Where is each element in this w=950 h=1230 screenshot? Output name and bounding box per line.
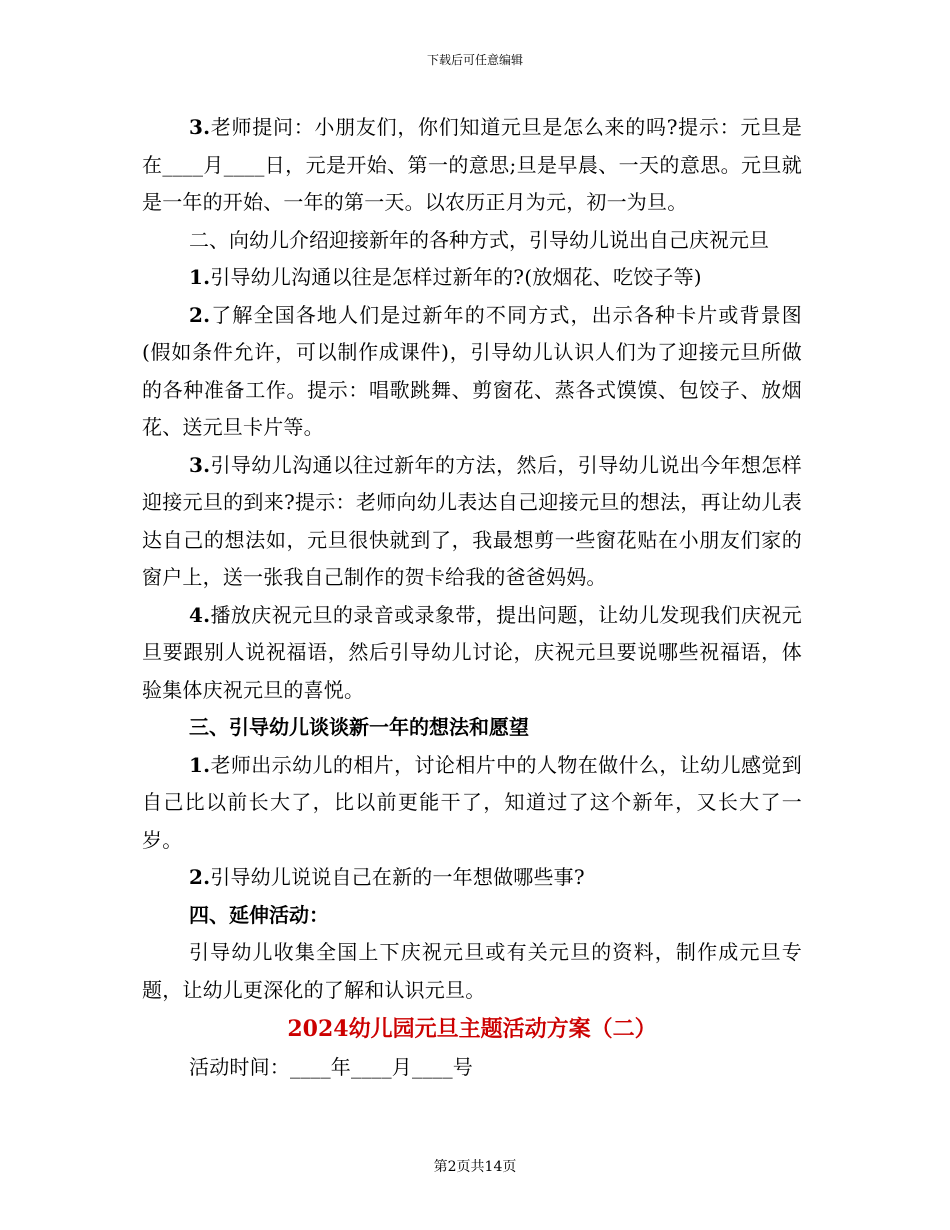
document-body — [142, 109, 802, 1087]
paragraph-text: 了解全国各地人们是过新年的不同方式，出示各种卡片或背景图(假如条件允许，可以制作成课件)，引导幼儿认识人们为了迎接元旦所做的各种准备工作。提示：唱歌跳舞、剪窗花、蒸各式馍馍、包饺子、放烟花、送元旦卡片等。 — [142, 302, 802, 439]
paragraph-number: 3. — [189, 115, 211, 139]
paragraph-number: 4. — [189, 602, 211, 627]
paragraph-2-2 — [142, 297, 802, 447]
paragraph-number: 2. — [189, 302, 211, 327]
paragraph-2-3 — [142, 447, 802, 597]
page-header: 下载后可任意编辑 — [426, 53, 523, 67]
section-heading-4: 四、延伸活动： — [189, 902, 329, 927]
paragraph-text: 引导幼儿沟通以往是怎样过新年的?(放烟花、吃饺子等) — [210, 265, 702, 289]
activity-time: 活动时间：____年____月____号 — [189, 1055, 473, 1079]
paragraph-3-2 — [142, 859, 802, 897]
paragraph-number: 1. — [189, 752, 211, 777]
paragraph-text: 老师提问：小朋友们，你们知道元旦是怎么来的吗?提示：元旦是在____月____日，元是开始、第一的意思;旦是早晨、一天的意思。元旦就是一年的开始、一年的第一天。以农历正月为元，初一为旦。 — [142, 115, 802, 214]
paragraph-text: 引导幼儿说说自己在新的一年想做哪些事? — [210, 865, 585, 889]
page-footer: 第2页共14页 — [433, 1159, 517, 1175]
document-title: 2024幼儿园元旦主题活动方案（二） — [287, 1016, 657, 1042]
paragraph-text: 引导幼儿沟通以往过新年的方法，然后，引导幼儿说出今年想怎样迎接元旦的到来?提示：老师向幼儿表达自己迎接元旦的想法，再让幼儿表达自己的想法如，元旦很快就到了，我最想剪一些窗花贴在小朋友们家的窗户上，送一张我自己制作的贺卡给我的爸爸妈妈。 — [142, 452, 802, 589]
paragraph-2-1 — [142, 259, 802, 297]
paragraph-number: 3. — [189, 452, 211, 477]
paragraph-number: 1. — [189, 265, 211, 289]
paragraph-number: 2. — [189, 865, 211, 889]
paragraph-3 — [142, 109, 802, 222]
section-heading-3: 三、引导幼儿谈谈新一年的想法和愿望 — [189, 715, 529, 739]
section-heading-2: 二、向幼儿介绍迎接新年的各种方式，引导幼儿说出自己庆祝元旦 — [189, 227, 769, 252]
paragraph-2-4 — [142, 597, 802, 710]
paragraph-text: 老师出示幼儿的相片，讨论相片中的人物在做什么，让幼儿感觉到自己比以前长大了，比以前更能干了，知道过了这个新年，又长大了一岁。 — [142, 752, 802, 852]
paragraph-text: 播放庆祝元旦的录音或录象带，提出问题，让幼儿发现我们庆祝元旦要跟别人说祝福语，然后引导幼儿讨论，庆祝元旦要说哪些祝福语，体验集体庆祝元旦的喜悦。 — [142, 602, 802, 702]
paragraph-3-1 — [142, 747, 802, 860]
paragraph-4-1: 引导幼儿收集全国上下庆祝元旦或有关元旦的资料，制作成元旦专题，让幼儿更深化的了解和认识元旦。 — [142, 940, 802, 1002]
